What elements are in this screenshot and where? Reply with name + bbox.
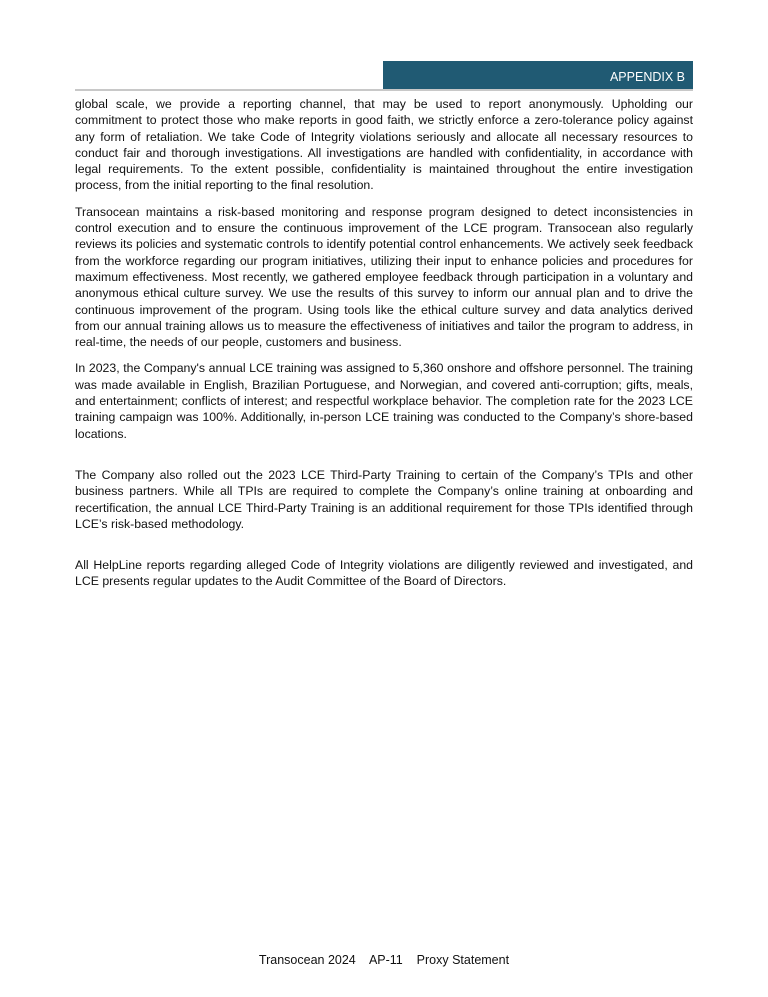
paragraph-third-party-training: The Company also rolled out the 2023 LCE Third-Party Training to certain of the Company’s TPIs and other business partners. While all TPIs are required to complete the Company’s online training at onboarding and recertification, the annual LCE Third-Party Training is an additional requirement for those TPIs identified through LCE’s risk-based methodology. — [75, 467, 693, 531]
paragraph-training: In 2023, the Company's annual LCE training was assigned to 5,360 onshore and offshore personnel. The training was made available in English, Brazilian Portuguese, and Norwegian, and covered anti-corruption; gifts, meals, and entertainment; conflicts of interest; and respectful workplace behavior. The completion rate for the 2023 LCE training campaign was 100%. Additionally, in-person LCE training was conducted to the Company’s shore-based locations. — [75, 361, 693, 441]
header-divider — [75, 89, 693, 91]
appendix-header-bar — [383, 61, 693, 90]
body-text — [75, 96, 693, 590]
page-footer: Transocean 2024 AP-11 Proxy Statement — [258, 953, 510, 967]
paragraph-reporting: global scale, we provide a reporting channel, that may be used to report anonymously. Upholding our commitment to protect those who make reports in good faith, we strictly enforce a zero-tolerance policy against any form of retaliation. We take Code of Integrity violations seriously and allocate all necessary resources to conduct fair and thorough investigations. All investigations are handled with confidentiality, in accordance with legal requirements. To the extent possible, confidentiality is maintained throughout the entire investigation process, from the initial reporting to the final resolution. — [75, 97, 693, 193]
paragraph-monitoring: Transocean maintains a risk-based monitoring and response program designed to detect inconsistencies in control execution and to ensure the continuous improvement of the LCE program. Transocean also regularly reviews its policies and systematic controls to identify potential control enhancements. We actively seek feedback from the workforce regarding our program initiatives, utilizing their input to enhance policies and procedures for maximum effectiveness. Most recently, we gathered employee feedback through participation in a voluntary and anonymous ethical culture survey. We use the results of this survey to inform our annual plan and to drive the continuous improvement of the program. Using tools like the ethical culture survey and data analytics derived from our annual training allows us to measure the effectiveness of initiatives and tailor the program to address, in real-time, the needs of our people, customers and business. — [75, 204, 693, 350]
appendix-label: APPENDIX B — [609, 70, 685, 84]
paragraph-helpline: All HelpLine reports regarding alleged Code of Integrity violations are diligently reviewed and investigated, and LCE presents regular updates to the Audit Committee of the Board of Directors. — [75, 558, 693, 589]
